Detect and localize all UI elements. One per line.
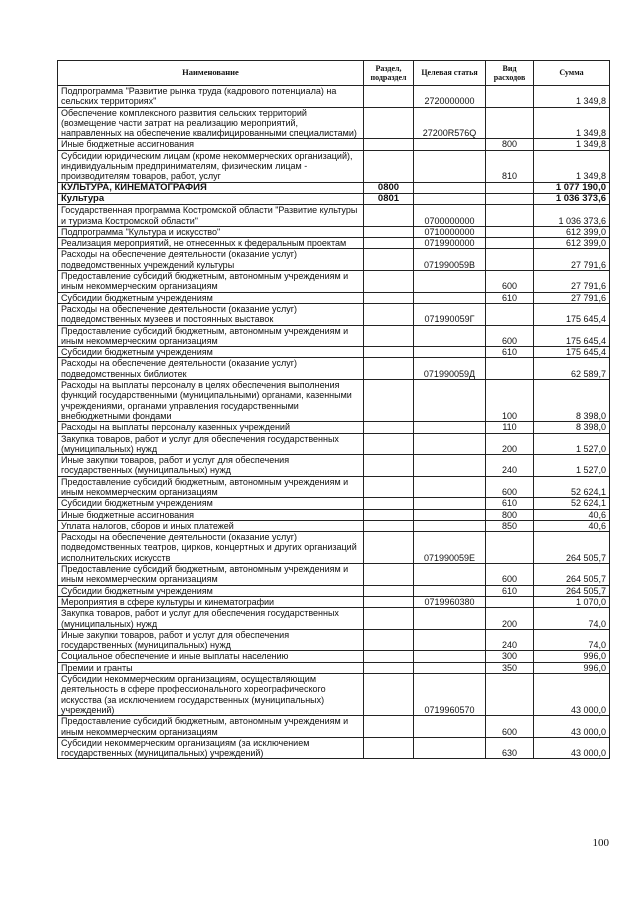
cell-kind: 240 bbox=[486, 455, 534, 477]
cell-article: 0700000000 bbox=[414, 205, 486, 227]
cell-sum: 1 077 190,0 bbox=[534, 182, 610, 193]
header-name: Наименование bbox=[58, 61, 364, 86]
cell-article bbox=[414, 476, 486, 498]
cell-name: Субсидии юридическим лицам (кроме некоммерческих организаций), индивидуальным предпринимателям, физическим лицам - производителям товаров, работ, услуг bbox=[58, 150, 364, 182]
table-body bbox=[58, 86, 610, 759]
cell-article bbox=[414, 662, 486, 673]
table-row bbox=[58, 520, 610, 531]
cell-kind: 600 bbox=[486, 325, 534, 347]
cell-name: Государственная программа Костромской области "Развитие культуры и туризма Костромской области" bbox=[58, 205, 364, 227]
cell-sum: 27 791,6 bbox=[534, 271, 610, 293]
cell-section bbox=[364, 509, 414, 520]
cell-name: Предоставление субсидий бюджетным, автономным учреждениям и иным некоммерческим организациям bbox=[58, 271, 364, 293]
cell-section bbox=[364, 674, 414, 716]
cell-section: 0801 bbox=[364, 193, 414, 204]
table-row bbox=[58, 476, 610, 498]
table-row bbox=[58, 608, 610, 630]
table-row bbox=[58, 107, 610, 139]
table-row bbox=[58, 86, 610, 108]
cell-sum: 1 036 373,6 bbox=[534, 205, 610, 227]
cell-name: Иные бюджетные ассигнования bbox=[58, 509, 364, 520]
table-row bbox=[58, 325, 610, 347]
cell-article bbox=[414, 498, 486, 509]
cell-section bbox=[364, 433, 414, 455]
cell-sum: 175 645,4 bbox=[534, 303, 610, 325]
cell-section bbox=[364, 226, 414, 237]
cell-kind: 200 bbox=[486, 433, 534, 455]
cell-kind: 630 bbox=[486, 737, 534, 759]
cell-sum: 8 398,0 bbox=[534, 380, 610, 422]
cell-section bbox=[364, 271, 414, 293]
cell-article bbox=[414, 520, 486, 531]
table-row bbox=[58, 271, 610, 293]
header-article: Целевая статья bbox=[414, 61, 486, 86]
cell-name: Расходы на обеспечение деятельности (оказание услуг) подведомственных музеев и постоянных выставок bbox=[58, 303, 364, 325]
cell-kind: 610 bbox=[486, 292, 534, 303]
cell-kind bbox=[486, 358, 534, 380]
cell-sum: 1 527,0 bbox=[534, 433, 610, 455]
header-kind: Вид расходов bbox=[486, 61, 534, 86]
table-row bbox=[58, 139, 610, 150]
cell-section bbox=[364, 358, 414, 380]
cell-kind bbox=[486, 107, 534, 139]
cell-name: Предоставление субсидий бюджетным, автономным учреждениям и иным некоммерческим организациям bbox=[58, 716, 364, 738]
table-row bbox=[58, 662, 610, 673]
table-row bbox=[58, 564, 610, 586]
table-row bbox=[58, 205, 610, 227]
cell-name: Мероприятия в сфере культуры и кинематографии bbox=[58, 596, 364, 607]
cell-kind: 610 bbox=[486, 585, 534, 596]
cell-section bbox=[364, 651, 414, 662]
cell-name: Расходы на обеспечение деятельности (оказание услуг) подведомственных библиотек bbox=[58, 358, 364, 380]
cell-article: 071990059Г bbox=[414, 303, 486, 325]
cell-article bbox=[414, 422, 486, 433]
cell-name: Реализация мероприятий, не отнесенных к федеральным проектам bbox=[58, 238, 364, 249]
cell-kind bbox=[486, 532, 534, 564]
cell-section: 0800 bbox=[364, 182, 414, 193]
cell-sum: 264 505,7 bbox=[534, 585, 610, 596]
table-row bbox=[58, 674, 610, 716]
cell-article bbox=[414, 737, 486, 759]
cell-name: Предоставление субсидий бюджетным, автономным учреждениям и иным некоммерческим организациям bbox=[58, 325, 364, 347]
cell-kind bbox=[486, 182, 534, 193]
table-row bbox=[58, 532, 610, 564]
cell-article bbox=[414, 455, 486, 477]
cell-article: 27200R576Q bbox=[414, 107, 486, 139]
cell-section bbox=[364, 737, 414, 759]
cell-sum: 175 645,4 bbox=[534, 347, 610, 358]
cell-sum: 1 349,8 bbox=[534, 150, 610, 182]
cell-name: Уплата налогов, сборов и иных платежей bbox=[58, 520, 364, 531]
cell-name: Субсидии бюджетным учреждениям bbox=[58, 498, 364, 509]
cell-name: Культура bbox=[58, 193, 364, 204]
cell-kind: 350 bbox=[486, 662, 534, 673]
cell-section bbox=[364, 380, 414, 422]
cell-section bbox=[364, 629, 414, 651]
cell-article bbox=[414, 433, 486, 455]
cell-section bbox=[364, 139, 414, 150]
cell-section bbox=[364, 303, 414, 325]
table-row bbox=[58, 358, 610, 380]
cell-name: КУЛЬТУРА, КИНЕМАТОГРАФИЯ bbox=[58, 182, 364, 193]
cell-kind: 100 bbox=[486, 380, 534, 422]
cell-article bbox=[414, 271, 486, 293]
cell-name: Расходы на выплаты персоналу казенных учреждений bbox=[58, 422, 364, 433]
budget-table bbox=[57, 60, 610, 759]
table-row bbox=[58, 498, 610, 509]
cell-article bbox=[414, 182, 486, 193]
table-row bbox=[58, 238, 610, 249]
cell-kind: 850 bbox=[486, 520, 534, 531]
table-row bbox=[58, 629, 610, 651]
cell-article: 0719960380 bbox=[414, 596, 486, 607]
cell-section bbox=[364, 238, 414, 249]
cell-kind bbox=[486, 86, 534, 108]
cell-kind: 810 bbox=[486, 150, 534, 182]
table-row bbox=[58, 509, 610, 520]
cell-name: Иные закупки товаров, работ и услуг для обеспечения государственных (муниципальных) нужд bbox=[58, 629, 364, 651]
table-row bbox=[58, 150, 610, 182]
cell-name: Субсидии бюджетным учреждениям bbox=[58, 347, 364, 358]
header-sum: Сумма bbox=[534, 61, 610, 86]
cell-section bbox=[364, 716, 414, 738]
cell-kind: 600 bbox=[486, 476, 534, 498]
cell-section bbox=[364, 249, 414, 271]
cell-kind bbox=[486, 674, 534, 716]
cell-name: Предоставление субсидий бюджетным, автономным учреждениям и иным некоммерческим организациям bbox=[58, 476, 364, 498]
cell-kind bbox=[486, 249, 534, 271]
cell-article: 0710000000 bbox=[414, 226, 486, 237]
cell-article bbox=[414, 608, 486, 630]
cell-sum: 1 349,8 bbox=[534, 139, 610, 150]
cell-article bbox=[414, 292, 486, 303]
cell-name: Закупка товаров, работ и услуг для обеспечения государственных (муниципальных) нужд bbox=[58, 433, 364, 455]
table-row bbox=[58, 422, 610, 433]
cell-sum: 1 527,0 bbox=[534, 455, 610, 477]
table-row bbox=[58, 380, 610, 422]
cell-sum: 27 791,6 bbox=[534, 292, 610, 303]
cell-sum: 27 791,6 bbox=[534, 249, 610, 271]
cell-sum: 996,0 bbox=[534, 662, 610, 673]
cell-article: 0719960570 bbox=[414, 674, 486, 716]
table-row bbox=[58, 596, 610, 607]
table-row bbox=[58, 303, 610, 325]
cell-sum: 43 000,0 bbox=[534, 737, 610, 759]
table-header-row bbox=[58, 61, 610, 86]
cell-kind: 800 bbox=[486, 139, 534, 150]
cell-sum: 612 399,0 bbox=[534, 226, 610, 237]
cell-kind: 200 bbox=[486, 608, 534, 630]
cell-kind bbox=[486, 205, 534, 227]
cell-kind: 240 bbox=[486, 629, 534, 651]
cell-kind: 300 bbox=[486, 651, 534, 662]
table-row bbox=[58, 182, 610, 193]
cell-kind: 600 bbox=[486, 271, 534, 293]
cell-section bbox=[364, 150, 414, 182]
cell-name: Субсидии бюджетным учреждениям bbox=[58, 585, 364, 596]
cell-name: Расходы на обеспечение деятельности (оказание услуг) подведомственных театров, цирков, концертных и других организаций исполнительских искусств bbox=[58, 532, 364, 564]
cell-section bbox=[364, 292, 414, 303]
cell-article bbox=[414, 150, 486, 182]
table-row bbox=[58, 716, 610, 738]
cell-section bbox=[364, 498, 414, 509]
cell-name: Предоставление субсидий бюджетным, автономным учреждениям и иным некоммерческим организациям bbox=[58, 564, 364, 586]
table-row bbox=[58, 292, 610, 303]
cell-kind bbox=[486, 226, 534, 237]
cell-kind bbox=[486, 303, 534, 325]
cell-article bbox=[414, 325, 486, 347]
cell-sum: 996,0 bbox=[534, 651, 610, 662]
cell-article: 071990059Е bbox=[414, 532, 486, 564]
cell-sum: 74,0 bbox=[534, 629, 610, 651]
table-row bbox=[58, 585, 610, 596]
cell-article: 0719900000 bbox=[414, 238, 486, 249]
cell-article bbox=[414, 193, 486, 204]
cell-sum: 52 624,1 bbox=[534, 476, 610, 498]
cell-section bbox=[364, 205, 414, 227]
cell-section bbox=[364, 455, 414, 477]
cell-article bbox=[414, 651, 486, 662]
cell-name: Подпрограмма "Развитие рынка труда (кадрового потенциала) на сельских территориях" bbox=[58, 86, 364, 108]
cell-section bbox=[364, 347, 414, 358]
cell-kind bbox=[486, 193, 534, 204]
cell-name: Обеспечение комплексного развития сельских территорий (возмещение части затрат на реализацию мероприятий, направленных на обеспечение квалифицированными специалистами) bbox=[58, 107, 364, 139]
cell-section bbox=[364, 476, 414, 498]
cell-sum: 175 645,4 bbox=[534, 325, 610, 347]
cell-section bbox=[364, 422, 414, 433]
cell-article bbox=[414, 564, 486, 586]
cell-sum: 40,6 bbox=[534, 520, 610, 531]
cell-sum: 1 349,8 bbox=[534, 86, 610, 108]
table-row bbox=[58, 226, 610, 237]
cell-kind bbox=[486, 596, 534, 607]
cell-kind: 610 bbox=[486, 347, 534, 358]
cell-sum: 264 505,7 bbox=[534, 564, 610, 586]
cell-sum: 74,0 bbox=[534, 608, 610, 630]
page-number: 100 bbox=[592, 837, 609, 849]
cell-name: Социальное обеспечение и иные выплаты населению bbox=[58, 651, 364, 662]
cell-kind: 600 bbox=[486, 564, 534, 586]
cell-article: 071990059Д bbox=[414, 358, 486, 380]
cell-section bbox=[364, 564, 414, 586]
cell-name: Субсидии бюджетным учреждениям bbox=[58, 292, 364, 303]
cell-sum: 52 624,1 bbox=[534, 498, 610, 509]
cell-kind: 600 bbox=[486, 716, 534, 738]
cell-article bbox=[414, 629, 486, 651]
header-section: Раздел, подраздел bbox=[364, 61, 414, 86]
table-row bbox=[58, 737, 610, 759]
cell-sum: 612 399,0 bbox=[534, 238, 610, 249]
cell-name: Субсидии некоммерческим организациям (за исключением государственных (муниципальных) учреждений) bbox=[58, 737, 364, 759]
cell-kind: 610 bbox=[486, 498, 534, 509]
cell-article: 2720000000 bbox=[414, 86, 486, 108]
table-row bbox=[58, 651, 610, 662]
cell-sum: 1 036 373,6 bbox=[534, 193, 610, 204]
cell-article: 071990059В bbox=[414, 249, 486, 271]
cell-name: Подпрограмма "Культура и искусство" bbox=[58, 226, 364, 237]
cell-article bbox=[414, 380, 486, 422]
table-row bbox=[58, 249, 610, 271]
cell-article bbox=[414, 716, 486, 738]
cell-name: Субсидии некоммерческим организациям, осуществляющим деятельность в сфере профессионального хореографического искусства (за исключением государственных (муниципальных) учреждений) bbox=[58, 674, 364, 716]
cell-name: Иные закупки товаров, работ и услуг для обеспечения государственных (муниципальных) нужд bbox=[58, 455, 364, 477]
cell-article bbox=[414, 509, 486, 520]
cell-section bbox=[364, 608, 414, 630]
cell-section bbox=[364, 532, 414, 564]
cell-kind bbox=[486, 238, 534, 249]
cell-sum: 40,6 bbox=[534, 509, 610, 520]
table-row bbox=[58, 193, 610, 204]
cell-sum: 43 000,0 bbox=[534, 716, 610, 738]
cell-name: Премии и гранты bbox=[58, 662, 364, 673]
cell-section bbox=[364, 596, 414, 607]
cell-kind: 110 bbox=[486, 422, 534, 433]
cell-sum: 1 070,0 bbox=[534, 596, 610, 607]
cell-sum: 8 398,0 bbox=[534, 422, 610, 433]
cell-name: Закупка товаров, работ и услуг для обеспечения государственных (муниципальных) нужд bbox=[58, 608, 364, 630]
cell-section bbox=[364, 662, 414, 673]
cell-section bbox=[364, 86, 414, 108]
cell-section bbox=[364, 585, 414, 596]
cell-section bbox=[364, 107, 414, 139]
table-row bbox=[58, 433, 610, 455]
cell-name: Расходы на обеспечение деятельности (оказание услуг) подведомственных учреждений культуры bbox=[58, 249, 364, 271]
cell-article bbox=[414, 347, 486, 358]
cell-name: Иные бюджетные ассигнования bbox=[58, 139, 364, 150]
cell-article bbox=[414, 139, 486, 150]
cell-sum: 43 000,0 bbox=[534, 674, 610, 716]
cell-sum: 264 505,7 bbox=[534, 532, 610, 564]
cell-article bbox=[414, 585, 486, 596]
table-row bbox=[58, 347, 610, 358]
table-row bbox=[58, 455, 610, 477]
cell-section bbox=[364, 325, 414, 347]
cell-sum: 62 589,7 bbox=[534, 358, 610, 380]
cell-kind: 800 bbox=[486, 509, 534, 520]
cell-section bbox=[364, 520, 414, 531]
cell-sum: 1 349,8 bbox=[534, 107, 610, 139]
cell-name: Расходы на выплаты персоналу в целях обеспечения выполнения функций государственными (муниципальными) органами, казенными учреждениями, органами управления государственными внебюджетными фондами bbox=[58, 380, 364, 422]
